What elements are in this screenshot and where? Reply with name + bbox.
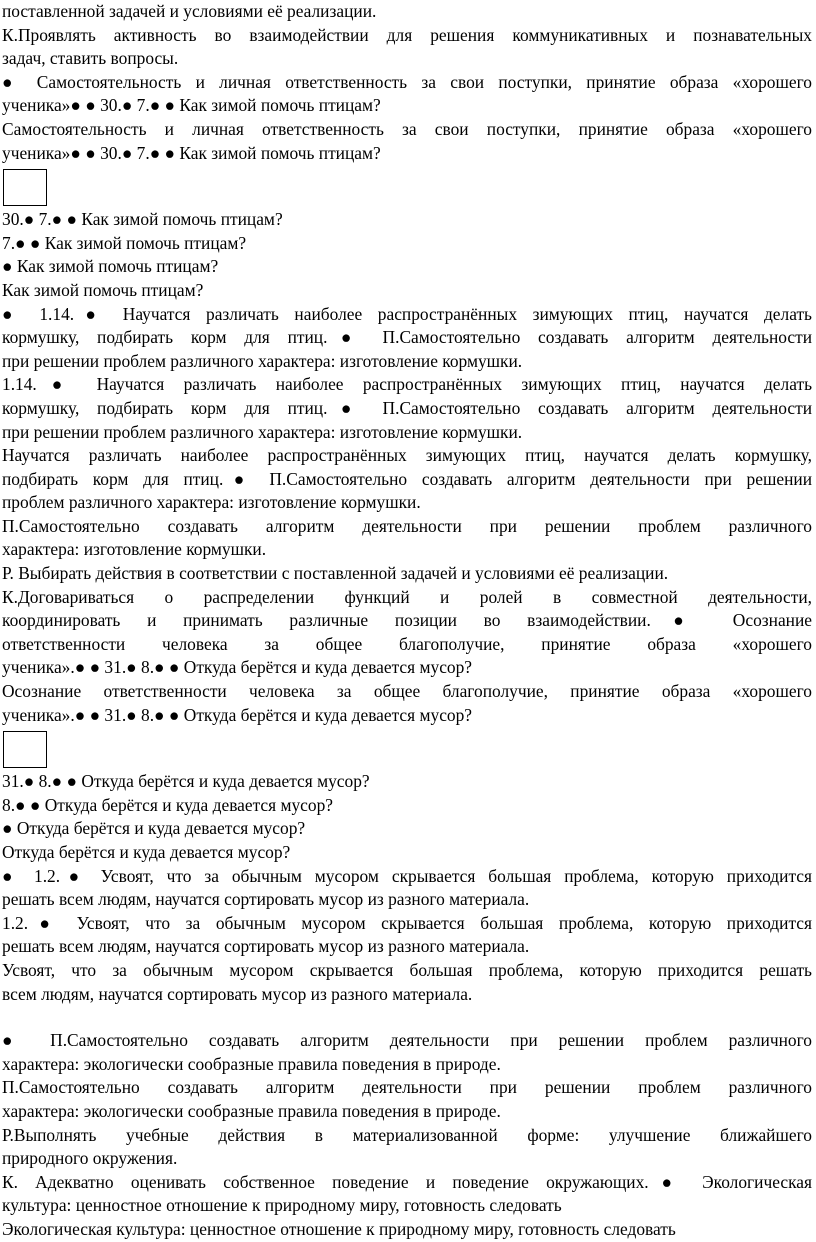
- text-line: Р.Выполнять учебные действия в материализованной форме: улучшение ближайшего: [2, 1124, 812, 1145]
- document-page: [2, 0, 812, 1242]
- empty-checkbox-frame: [3, 731, 47, 768]
- text-line: 1.14.● Научатся различать наиболее распространённых зимующих птиц, научатся делать: [2, 374, 812, 395]
- empty-checkbox-frame: [3, 169, 47, 206]
- text-line: кормушку, подбирать корм для птиц.● П.Самостоятельно создавать алгоритм деятельности: [2, 327, 812, 348]
- text-line: К. Адекватно оценивать собственное поведение и поведение окружающих.● Экологическая: [2, 1171, 812, 1192]
- text-line: Осознание ответственности человека за общее благополучие, принятие образа «хорошего: [2, 681, 812, 702]
- text-line: ученика».● ● 31.● 8.● ● Откуда берётся и куда девается мусор?: [2, 704, 473, 725]
- text-line: Р. Выбирать действия в соответствии с поставленной задачей и условиями её реализации.: [2, 563, 669, 584]
- text-line: характера: экологически сообразные правила поведения в природе.: [2, 1053, 501, 1074]
- text-line: характера: изготовление кормушки.: [2, 539, 267, 560]
- text-line: задач, ставить вопросы.: [2, 48, 179, 69]
- text-line: Научатся различать наиболее распространённых зимующих птиц, научатся делать кормушку,: [2, 445, 812, 466]
- text-line: всем людям, научатся сортировать мусор из разного материала.: [2, 983, 473, 1004]
- text-line: ответственности человека за общее благополучие, принятие образа «хорошего: [2, 633, 812, 654]
- text-line: Как зимой помочь птицам?: [2, 279, 204, 300]
- text-line: ● Откуда берётся и куда девается мусор?: [2, 818, 306, 839]
- text-line: 30.● 7.● ● Как зимой помочь птицам?: [2, 209, 283, 230]
- text-line: подбирать корм для птиц.● П.Самостоятельно создавать алгоритм деятельности при решении: [2, 468, 812, 489]
- text-line: природного окружения.: [2, 1148, 178, 1169]
- text-line: К.Проявлять активность во взаимодействии для решения коммуникативных и познавательных: [2, 24, 812, 45]
- text-line: ученика»● ● 30.● 7.● ● Как зимой помочь птицам?: [2, 142, 381, 163]
- text-line: П.Самостоятельно создавать алгоритм деятельности при решении проблем различного: [2, 515, 812, 536]
- text-line: Откуда берётся и куда девается мусор?: [2, 842, 291, 862]
- text-line: ученика»● ● 30.● 7.● ● Как зимой помочь птицам?: [2, 95, 381, 116]
- text-line: 31.● 8.● ● Откуда берётся и куда девается мусор?: [2, 771, 370, 792]
- text-line: П.Самостоятельно создавать алгоритм деятельности при решении проблем различного: [2, 1077, 812, 1098]
- text-line: культура: ценностное отношение к природному миру, готовность следовать: [2, 1195, 562, 1216]
- text-line: 7.● ● Как зимой помочь птицам?: [2, 232, 247, 253]
- text-line: ● Как зимой помочь птицам?: [2, 256, 219, 277]
- text-line: характера: экологически сообразные правила поведения в природе.: [2, 1100, 501, 1121]
- text-line: Самостоятельность и личная ответственность за свои поступки, принятие образа «хорошего: [2, 118, 812, 139]
- blank-line: [2, 1006, 812, 1029]
- text-line: ● П.Самостоятельно создавать алгоритм деятельности при решении проблем различного: [2, 1030, 812, 1051]
- text-line: кормушку, подбирать корм для птиц.● П.Самостоятельно создавать алгоритм деятельности: [2, 397, 812, 418]
- text-line: при решении проблем различного характера: изготовление кормушки.: [2, 350, 523, 371]
- text-line: ● Самостоятельность и личная ответственность за свои поступки, принятие образа «хорошего: [2, 71, 812, 92]
- text-line: 1.2.● Усвоят, что за обычным мусором скрывается большая проблема, которую приходится: [2, 912, 812, 933]
- text-line: 8.● ● Откуда берётся и куда девается мусор?: [2, 794, 334, 815]
- text-line: проблем различного характера: изготовление кормушки.: [2, 492, 421, 513]
- text-line: Экологическая культура: ценностное отношение к природному миру, готовность следовать: [2, 1218, 676, 1239]
- text-line: при решении проблем различного характера: изготовление кормушки.: [2, 421, 523, 442]
- text-line: координировать и принимать различные позиции во взаимодействии.● Осознание: [2, 610, 812, 631]
- text-line: решать всем людям, научатся сортировать мусор из разного материала.: [2, 889, 530, 910]
- text-line: ● 1.2.● Усвоят, что за обычным мусором скрывается большая проблема, которую приходится: [2, 865, 812, 886]
- text-line: ученика».● ● 31.● 8.● ● Откуда берётся и куда девается мусор?: [2, 657, 473, 678]
- text-line: К.Договариваться о распределении функций и ролей в совместной деятельности,: [2, 586, 812, 607]
- text-line: поставленной задачей и условиями её реализации.: [2, 1, 377, 21]
- text-line: ● 1.14.● Научатся различать наиболее распространённых зимующих птиц, научатся делать: [2, 303, 812, 324]
- text-line: решать всем людям, научатся сортировать мусор из разного материала.: [2, 936, 530, 957]
- text-line: Усвоят, что за обычным мусором скрывается большая проблема, которую приходится решать: [2, 959, 812, 980]
